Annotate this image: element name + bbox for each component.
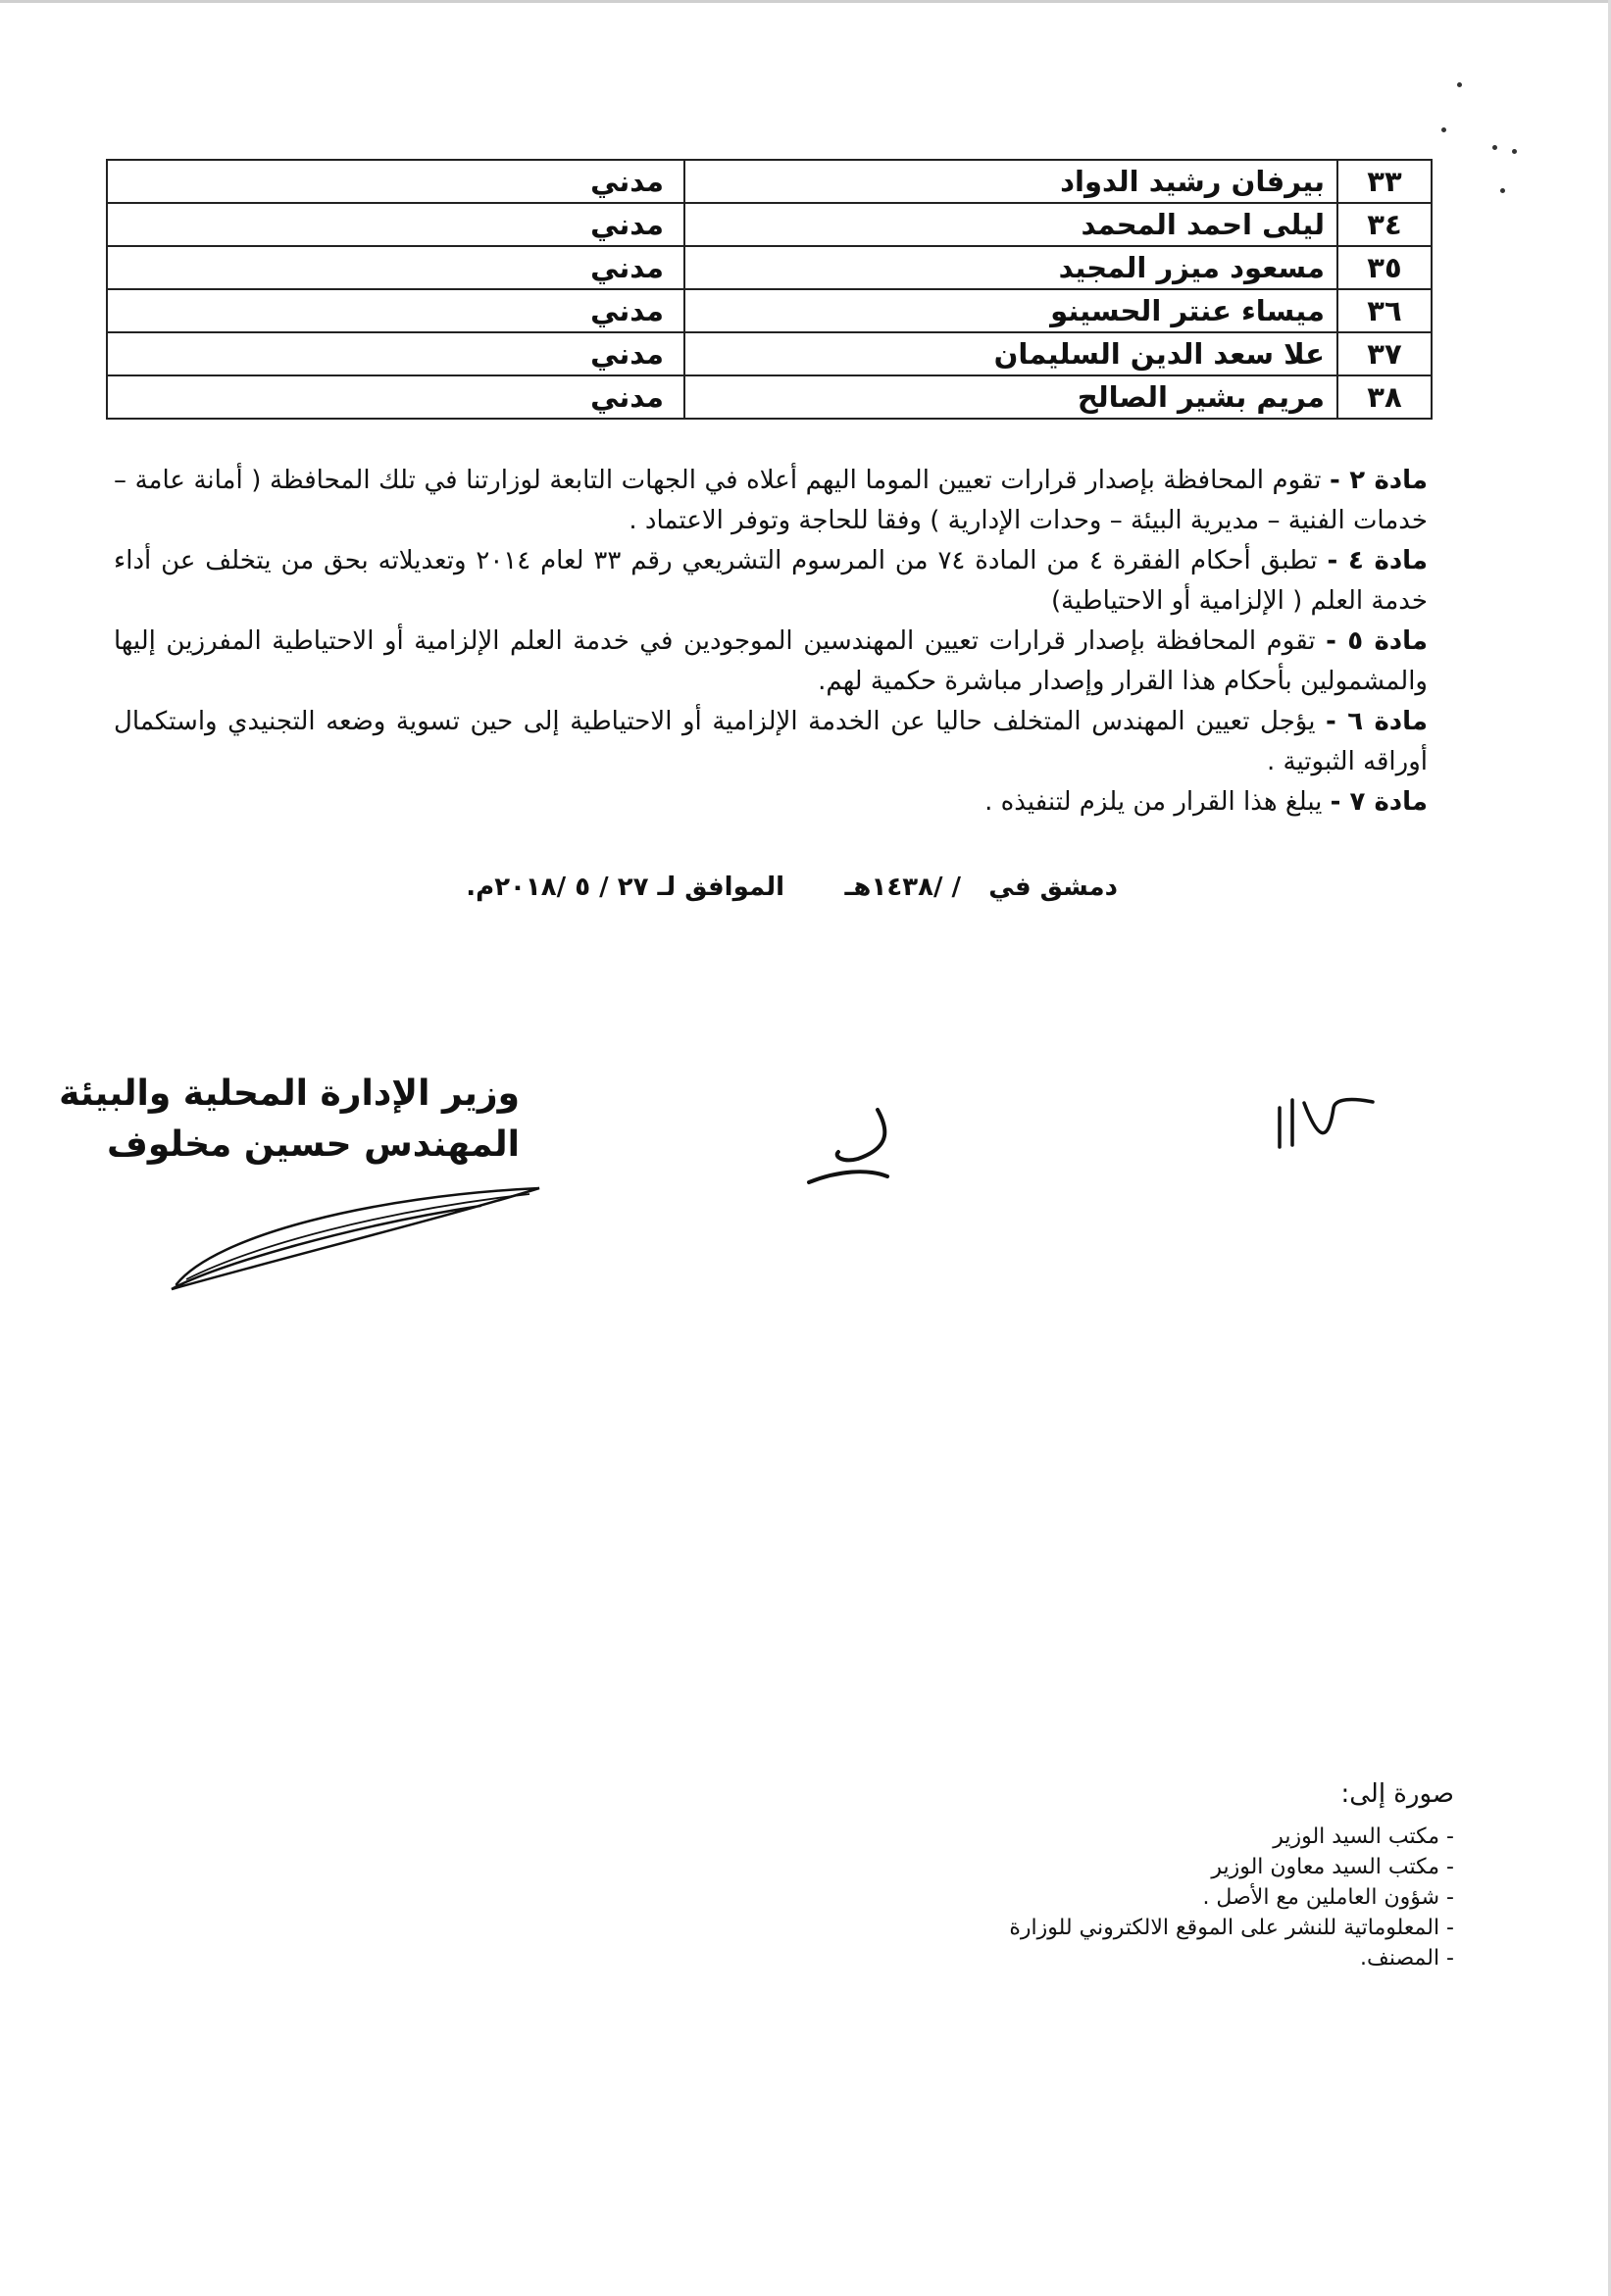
copies-to-title: صورة إلى: bbox=[1340, 1779, 1454, 1809]
handwritten-initial bbox=[799, 1098, 936, 1186]
scan-speck bbox=[1492, 145, 1497, 150]
scan-speck bbox=[1500, 188, 1505, 193]
list-item: - مكتب السيد الوزير bbox=[1273, 1824, 1454, 1849]
list-item: - شؤون العاملين مع الأصل . bbox=[1202, 1885, 1454, 1910]
employee-category: مدني bbox=[107, 332, 684, 375]
list-item: - المصنف. bbox=[1360, 1946, 1454, 1971]
list-item: - مكتب السيد معاون الوزير bbox=[1211, 1855, 1454, 1879]
minister-name: المهندس حسين مخلوف bbox=[107, 1124, 520, 1165]
employee-name: ليلى احمد المحمد bbox=[684, 203, 1337, 246]
article-text: يبلغ هذا القرار من يلزم لتنفيذه . bbox=[984, 787, 1331, 817]
table-row bbox=[107, 289, 1432, 332]
issue-date-line bbox=[412, 873, 1118, 912]
employee-name: ميساء عنتر الحسينو bbox=[684, 289, 1337, 332]
table-row bbox=[107, 203, 1432, 246]
article-2 bbox=[114, 461, 1428, 541]
row-number: ٣٤ bbox=[1337, 203, 1432, 246]
employee-category: مدني bbox=[107, 246, 684, 289]
employee-category: مدني bbox=[107, 375, 684, 419]
scan-speck bbox=[1441, 127, 1446, 132]
article-text: تقوم المحافظة بإصدار قرارات تعيين المهندسين الموجودين في خدمة العلم الإلزامية أو الاحتياطية المفرزين إليها والمشمولين بأحكام هذا القرار وإصدار مباشرة حكمية لهم. bbox=[114, 626, 1428, 696]
article-label: مادة ٧ - bbox=[1330, 787, 1428, 817]
employee-category: مدني bbox=[107, 289, 684, 332]
minister-title: وزير الإدارة المحلية والبيئة bbox=[59, 1073, 520, 1114]
employee-category: مدني bbox=[107, 203, 684, 246]
article-label: مادة ٦ - bbox=[1326, 707, 1428, 736]
table-row bbox=[107, 332, 1432, 375]
row-number: ٣٧ bbox=[1337, 332, 1432, 375]
table-row bbox=[107, 375, 1432, 419]
gregorian-date: الموافق لـ ٢٧ / ٥ /٢٠١٨م. bbox=[466, 873, 784, 902]
article-label: مادة ٥ - bbox=[1326, 626, 1428, 656]
copies-to-list bbox=[905, 1774, 1454, 1973]
issue-place: دمشق في bbox=[988, 873, 1118, 902]
article-7 bbox=[114, 782, 1428, 823]
hijri-date: / /١٤٣٨هـ bbox=[844, 873, 961, 902]
table-row bbox=[107, 246, 1432, 289]
employees-table bbox=[106, 159, 1433, 420]
article-label: مادة ٤ - bbox=[1327, 546, 1429, 575]
employee-category: مدني bbox=[107, 160, 684, 203]
row-number: ٣٦ bbox=[1337, 289, 1432, 332]
article-label: مادة ٢ - bbox=[1330, 466, 1428, 495]
employee-name: بيرفان رشيد الدواد bbox=[684, 160, 1337, 203]
table-row bbox=[107, 160, 1432, 203]
row-number: ٣٣ bbox=[1337, 160, 1432, 203]
minister-signature-block bbox=[59, 1069, 520, 1171]
employee-name: علا سعد الدين السليمان bbox=[684, 332, 1337, 375]
employee-name: مريم بشير الصالح bbox=[684, 375, 1337, 419]
article-text: يؤجل تعيين المهندس المتخلف حاليا عن الخدمة الإلزامية أو الاحتياطية إلى حين تسوية وضعه التجنيدي واستكمال أوراقه الثبوتية . bbox=[114, 707, 1428, 776]
decision-articles bbox=[114, 461, 1428, 823]
article-4 bbox=[114, 541, 1428, 622]
row-number: ٣٥ bbox=[1337, 246, 1432, 289]
article-text: تطبق أحكام الفقرة ٤ من المادة ٧٤ من المرسوم التشريعي رقم ٣٣ لعام ٢٠١٤ وتعديلاته بحق من يتخلف عن أداء خدمة العلم ( الإلزامية أو الاحتياطية) bbox=[114, 546, 1428, 616]
row-number: ٣٨ bbox=[1337, 375, 1432, 419]
handwritten-initial bbox=[1265, 1088, 1383, 1167]
article-text: تقوم المحافظة بإصدار قرارات تعيين الموما اليهم أعلاه في الجهات التابعة لوزارتنا في تلك المحافظة ( أمانة عامة – خدمات الفنية – مديرية البيئة – وحدات الإدارية ) وفقا للحاجة وتوفر الاعتماد . bbox=[114, 466, 1428, 535]
list-item: - المعلوماتية للنشر على الموقع الالكتروني للوزارة bbox=[1009, 1916, 1454, 1940]
article-6 bbox=[114, 702, 1428, 782]
page-top-edge bbox=[0, 0, 1611, 3]
employee-name: مسعود ميزر المجيد bbox=[684, 246, 1337, 289]
scan-speck bbox=[1457, 82, 1462, 87]
article-5 bbox=[114, 622, 1428, 702]
scan-speck bbox=[1512, 149, 1517, 154]
minister-signature-scribble bbox=[157, 1167, 549, 1304]
